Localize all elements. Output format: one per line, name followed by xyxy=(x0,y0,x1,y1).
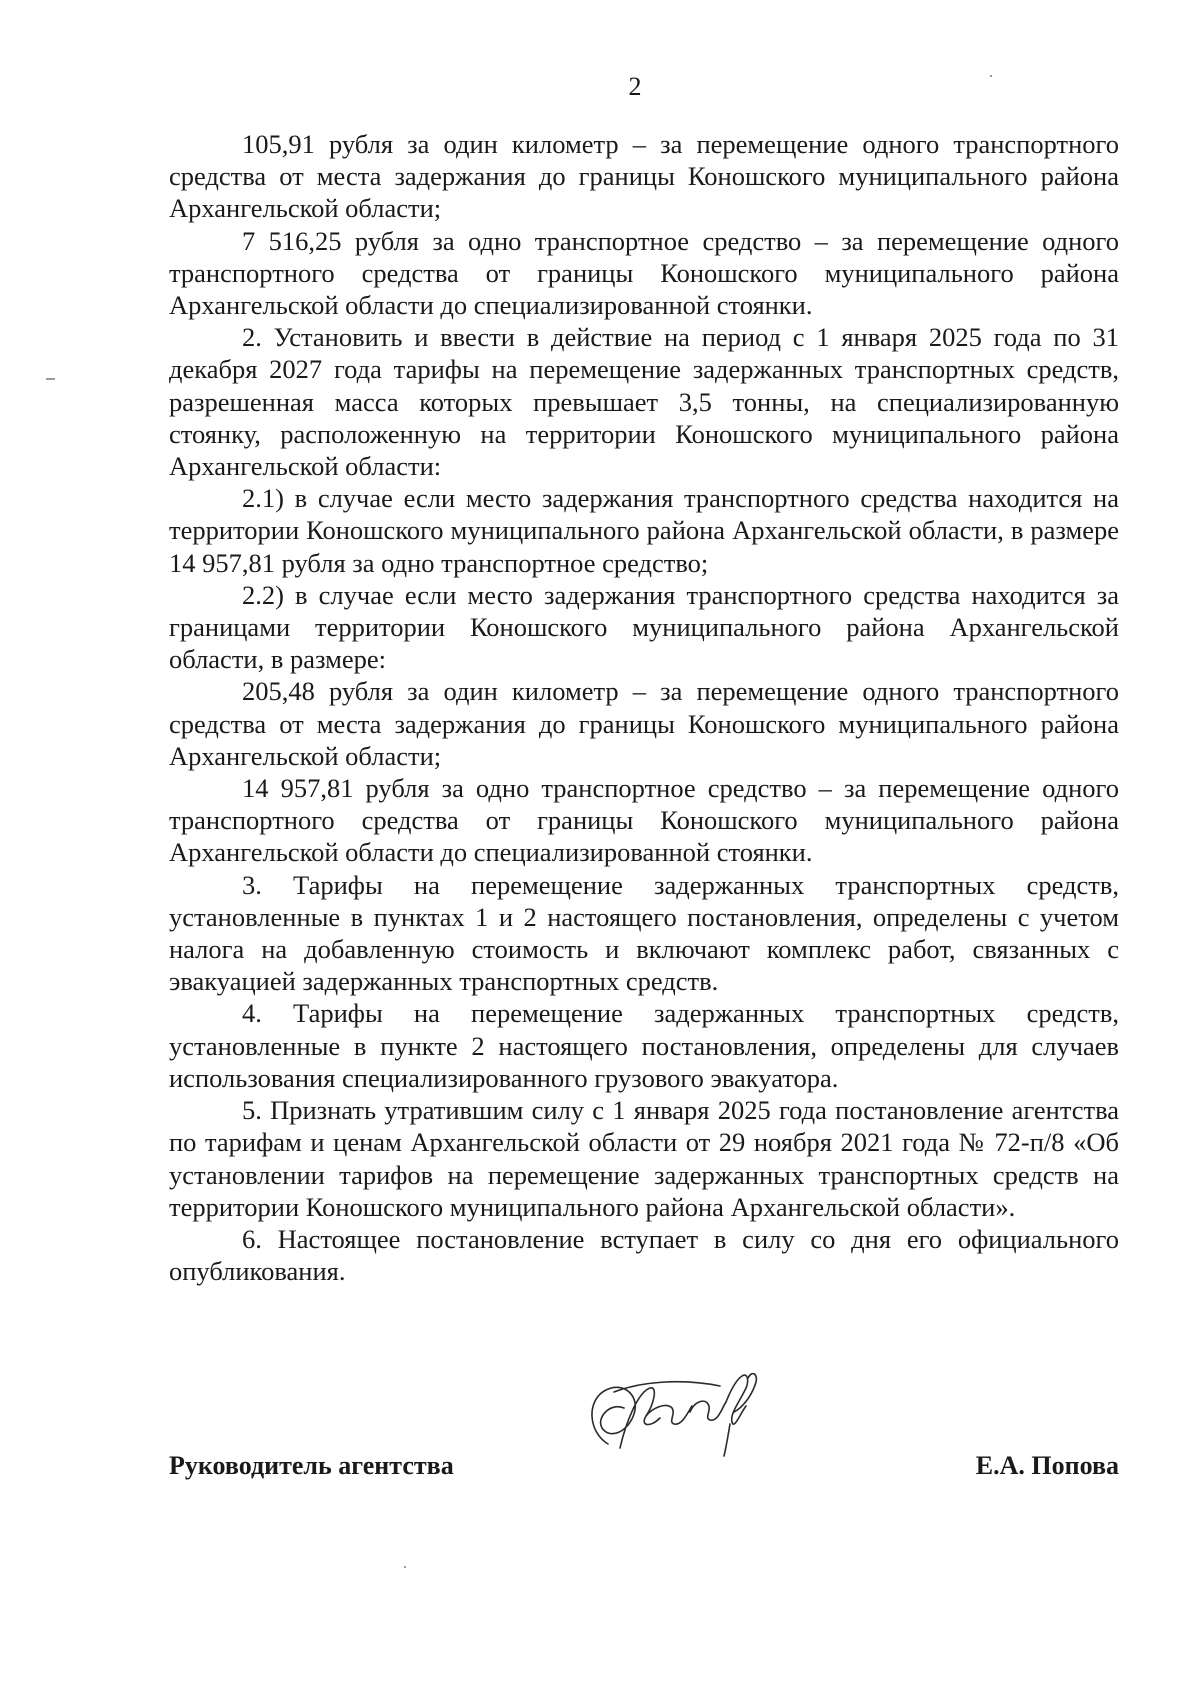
paragraph-item-3: 3. Тарифы на перемещение задержанных транспортных средств, установленные в пунктах 1 и 2 настоящего постановления, определены с учетом налога на добавленную стоимость и включают комплекс работ, связанных с эвакуацией задержанных транспортных средств. xyxy=(169,869,1119,997)
paragraph-item-5: 5. Признать утратившим силу с 1 января 2025 года постановление агентства по тарифам и ценам Архангельской области от 29 ноября 2021 года № 72-п/8 «Об установлении тарифов на перемещение задержанных транспортных средств на территории Коношского муниципального района Архангельской области». xyxy=(169,1095,1119,1222)
paragraph-tariff-km-light: 105,91 рубля за один километр – за перемещение одного транспортного средства от места задержания до границы Коношского муниципального района Архангельской области; xyxy=(169,129,1119,224)
scan-artifact xyxy=(990,75,992,77)
signature-block xyxy=(169,1450,1119,1490)
paragraph-tariff-vehicle-light: 7 516,25 рубля за одно транспортное средство – за перемещение одного транспортного средства от границы Коношского муниципального района Архангельской области до специализированной стоянки. xyxy=(169,225,1119,321)
paragraph-tariff-km-heavy: 205,48 рубля за один километр – за перемещение одного транспортного средства от места задержания до границы Коношского муниципального района Архангельской области; xyxy=(169,676,1119,771)
handwritten-signature xyxy=(580,1352,770,1462)
page-number: 2 xyxy=(628,72,642,101)
paragraph-item-2-2: 2.2) в случае если место задержания транспортного средства находится за границами территории Коношского муниципального района Архангельской области, в размере: xyxy=(169,579,1119,675)
scan-artifact xyxy=(46,378,55,380)
paragraph-item-4: 4. Тарифы на перемещение задержанных транспортных средств, установленные в пункте 2 настоящего постановления, определены для случаев использования специализированного грузового эвакуатора. xyxy=(169,998,1119,1093)
paragraph-item-2: 2. Установить и ввести в действие на период с 1 января 2025 года по 31 декабря 2027 года тарифы на перемещение задержанных транспортных средств, разрешенная масса которых превышает 3,5 тонны, на специализированную стоянку, расположенную на территории Коношского муниципального района Архангельской области: xyxy=(169,322,1119,482)
signatory-name: Е.А. Попова xyxy=(975,1451,1119,1480)
paragraph-tariff-vehicle-heavy: 14 957,81 рубля за одно транспортное средство – за перемещение одного транспортного средства от границы Коношского муниципального района Архангельской области до специализированной стоянки. xyxy=(169,773,1119,868)
signatory-position: Руководитель агентства xyxy=(169,1451,454,1480)
paragraph-item-6: 6. Настоящее постановление вступает в силу со дня его официального опубликования. xyxy=(169,1223,1119,1287)
document-body xyxy=(169,128,1119,1287)
scan-artifact xyxy=(404,1566,406,1568)
paragraph-item-2-1: 2.1) в случае если место задержания транспортного средства находится на территории Коношского муниципального района Архангельской области, в размере 14 957,81 рубля за одно транспортное средство; xyxy=(169,483,1119,578)
